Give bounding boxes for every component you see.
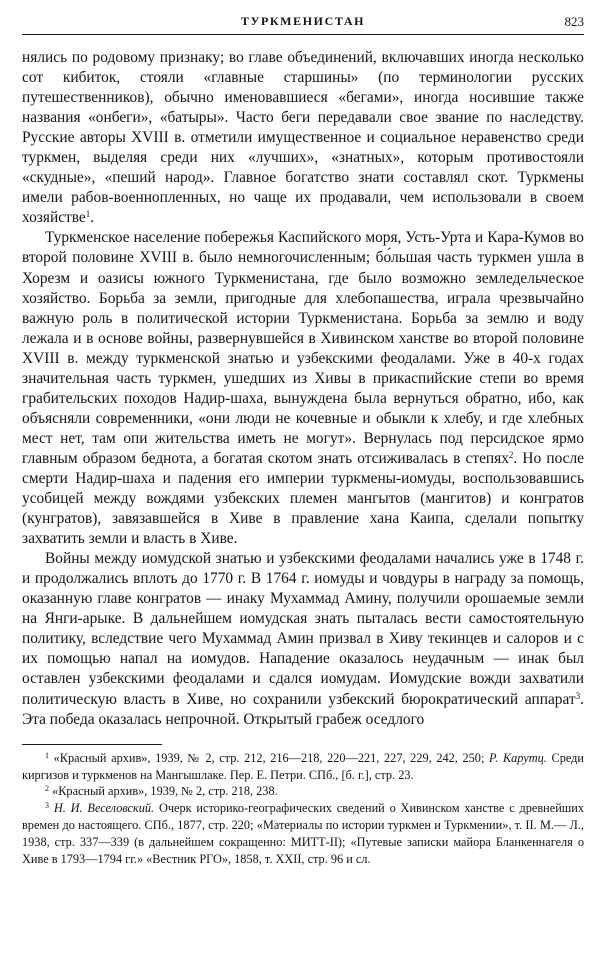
- footnote-ref-1[interactable]: 1: [85, 209, 91, 220]
- footnote-text: «Красный архив», 1939, № 2, стр. 218, 238.: [49, 784, 278, 799]
- footnote-divider: [22, 744, 162, 745]
- footnote-2: [22, 783, 584, 800]
- paragraph-1-text-end: .: [90, 209, 95, 227]
- footnote-marker: 2: [45, 784, 49, 794]
- footnote-ref-3[interactable]: 3: [575, 690, 581, 701]
- paragraph-2-text: Туркменское население побережья Каспийского моря, Усть-Урта и Кара-Кумов во второй половине XVIII в. было немногочисленным; бо́льшая часть туркмен ушла в Хорезм и оазисы южного Туркменистана, где было возможно земледельческое хозяйство. Борьба за земли, пригодные для хлебопашества, играла чрезвычайно важную роль в политической истории Туркменистана. Борьба за землю и воду лежала и в основе войны, развернувшейся в Хивинском ханстве во второй половине XVIII в. между туркменской знатью и узбекскими феодалами. Уже в 40-х годах значительная часть туркмен, ушедших из Хивы в прикаспийские степи во время грабительских походов Надир-шаха, вынуждена была вернуться обратно, ибо, как объясняли современники, «они люди не кочевные и обыкли к хлебу, и где хлебных мест нет, там опи жительства иметь не могут». Вернулась под персидское ярмо главным образом беднота, а богатая скотом знать отсиживалась в степях: [22, 229, 584, 467]
- paragraph-3-text: Войны между иомудской знатью и узбекскими феодалами начались уже в 1748 г. и продолжались вплоть до 1770 г. В 1764 г. иомуды и човдуры в награду за помощь, оказанную главе конгратов — инаку Мухаммад Амину, получили орошаемые земли на Янги-арыке. В дальнейшем иомудская знать пыталась вести самостоятельную политику, вследствие чего Мухаммад Амин призвал в Хиву текинцев и салоров и с их помощью напал на иомудов. Нападение оказалось неудачным — инак был оставлен узбекскими феодалами и сдался иомудам. Иомудские вожди захватили политическую власть в Хиве, но сохранили узбекский бюрократический аппарат: [22, 550, 584, 708]
- paragraph-1: [22, 48, 584, 228]
- page-number: 823: [564, 14, 584, 29]
- footnote-marker: 1: [45, 750, 49, 760]
- footnotes: [22, 750, 584, 868]
- footnote-marker: 3: [45, 801, 49, 811]
- paragraph-3-text-end: . Эта победа оказалась непрочной. Открытый грабеж оседлого: [22, 690, 584, 728]
- paragraph-3: [22, 549, 584, 729]
- footnote-author: Р. Карутц.: [489, 750, 547, 765]
- footnote-text: «Красный архив», 1939, № 2, стр. 212, 216—218, 220—221, 227, 229, 242, 250;: [49, 750, 489, 765]
- running-header: [22, 12, 584, 34]
- footnote-ref-2[interactable]: 2: [508, 449, 514, 460]
- footnote-text-end: Очерк историко-географических сведений о Хивинском ханстве с древнейших времен до настоящего. СПб., 1877, стр. 220; «Материалы по истории туркмен и Туркмении», т. II. М.— Л., 1938, стр. 337—339 (в дальнейшем сокращенно: МИТТ-II); «Путевые записки майора Бланкеннагеля о Хиве в 1793—1794 гг.» «Вестник РГО», 1858, т. XXII, стр. 96 и сл.: [22, 801, 584, 867]
- footnote-author: Н. И. Веселовский.: [53, 801, 155, 816]
- book-page: [22, 12, 584, 868]
- paragraph-2: [22, 228, 584, 549]
- running-title: ТУРКМЕНИСТАН: [240, 14, 366, 28]
- main-text: [22, 48, 584, 730]
- footnote-1: [22, 750, 584, 784]
- paragraph-1-text: нялись по родовому признаку; во главе объединений, включавших иногда несколько сот кибиток, стояли «главные старшины» (по терминологии русских путешественников), обычно именовавшиеся «бегами», иногда носившие также названия «онбеги», «батыры». Часто беги передавали свое звание по наследству. Русские авторы XVIII в. отметили имущественное и социальное неравенство среди туркмен, выделяя среди них «лучших», «знатных», которым противостояли «скудные», «пеший народ». Главное богатство знати составлял скот. Туркмены имели рабов-военнопленных, но чаще их продавали, чем использовали в своем хозяйстве: [22, 49, 584, 227]
- paragraph-2-text-end: . Но после смерти Надир-шаха и падения его империи туркмены-иомуды, воспользовавшись усобицей между вождями узбекских племен мангытов (мангитов) и конгратов (кунгратов), завязавшейся в Хиве в правление хана Каипа, сделали попытку захватить земли и власть в Хиве.: [22, 449, 584, 548]
- header-rule: [22, 34, 584, 35]
- footnote-text-end: Среди киргизов и туркменов на Мангышлаке. Пер. Е. Петри. СПб., [б. г.], стр. 23.: [22, 750, 584, 782]
- footnote-3: [22, 800, 584, 868]
